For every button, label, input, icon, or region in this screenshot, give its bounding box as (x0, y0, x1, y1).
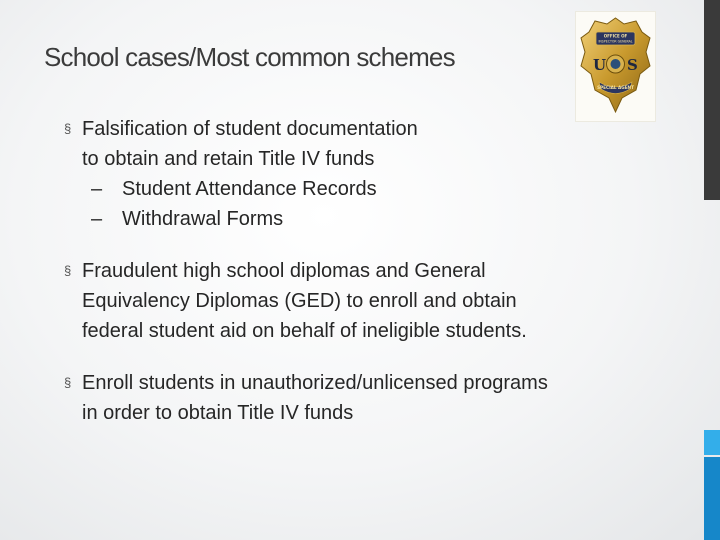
bullet-item (64, 368, 664, 428)
sub-bullet-dash: – (91, 178, 103, 200)
sub-bullet-text: Student Attendance Records (122, 178, 377, 200)
svg-text:INSPECTOR GENERAL: INSPECTOR GENERAL (598, 39, 633, 44)
sub-bullet-text: Withdrawal Forms (122, 208, 284, 230)
accent-bar-blue (704, 457, 720, 540)
bullet-text-line: Falsification of student documentation (82, 118, 418, 140)
slide-title: School cases/Most common schemes (44, 42, 455, 72)
bullet-marker: § (64, 263, 72, 278)
svg-text:OFFICE OF: OFFICE OF (603, 33, 628, 39)
svg-text:SPECIAL AGENT: SPECIAL AGENT (597, 85, 634, 90)
sub-bullet-item (82, 204, 664, 234)
special-agent-badge-icon (576, 12, 655, 121)
bullet-text-line: in order to obtain Title IV funds (82, 402, 354, 424)
svg-text:U: U (593, 56, 607, 74)
sub-bullet-item (82, 174, 664, 204)
svg-text:S: S (627, 56, 638, 74)
bullet-item (64, 114, 664, 234)
accent-bar-dark (704, 0, 720, 200)
bullet-marker: § (64, 121, 72, 136)
bullet-item (64, 256, 664, 346)
bullet-text-line: federal student aid on behalf of ineligible students. (82, 320, 527, 342)
bullet-text-line: Equivalency Diplomas (GED) to enroll and obtain (82, 290, 517, 312)
bullet-text-line: to obtain and retain Title IV funds (82, 148, 375, 170)
sub-bullet-dash: – (91, 208, 103, 230)
bullet-text-line: Fraudulent high school diplomas and General (82, 260, 486, 282)
accent-bar-light-blue (704, 430, 720, 455)
bullet-text-line: Enroll students in unauthorized/unlicensed programs (82, 372, 548, 394)
bullet-marker: § (64, 375, 72, 390)
badge-image (575, 11, 656, 122)
bullet-list (64, 114, 664, 428)
